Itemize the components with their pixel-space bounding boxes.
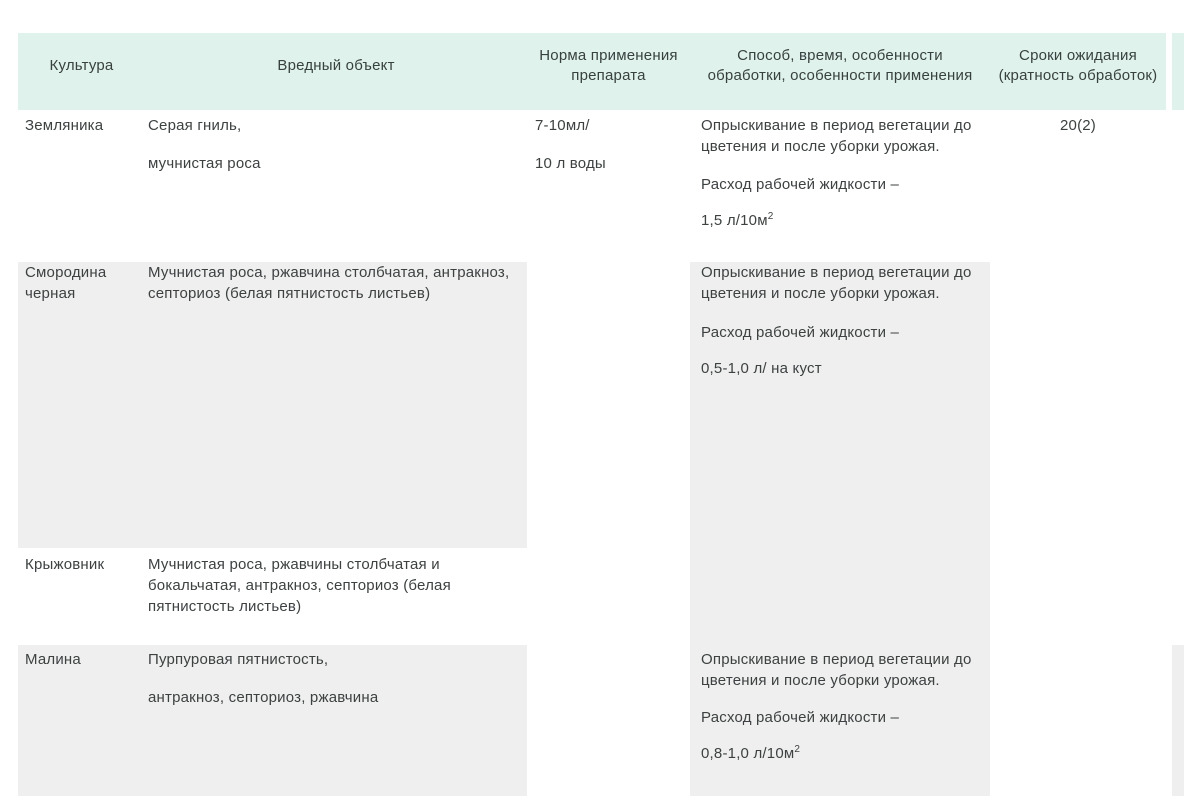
consumption-value: 1,5 л/10м — [701, 212, 768, 229]
cell-pests-line: Серая гниль, — [148, 117, 242, 134]
header-text: Норма применения — [539, 46, 678, 64]
row-stripe-currant — [18, 262, 527, 548]
consumption-superscript: 2 — [794, 744, 801, 755]
cell-method-line: Опрыскивание в период вегетации до — [701, 264, 972, 281]
cell-consumption — [701, 743, 800, 764]
cell-method-line: Расход рабочей жидкости – — [701, 709, 900, 726]
cell-method-line: Расход рабочей жидкости – — [701, 176, 900, 193]
header-cell-cutoff-fragment — [1172, 33, 1184, 110]
cell-pests-line: пятнистость листьев) — [148, 598, 302, 615]
cell-waiting-period: 20(2) — [1059, 117, 1097, 134]
cell-culture: Земляника — [25, 117, 104, 134]
header-text: Вредный объект — [277, 56, 395, 74]
cell-consumption: 0,5-1,0 л/ на куст — [701, 360, 822, 377]
header-text: Способ, время, особенности — [737, 46, 943, 64]
header-cell-pest — [145, 33, 527, 110]
cell-method-line: Расход рабочей жидкости – — [701, 324, 900, 341]
cell-culture-line: Смородина — [25, 264, 107, 281]
cell-culture: Крыжовник — [25, 556, 105, 573]
cell-pests-line: мучнистая роса — [148, 155, 261, 172]
cell-rate-line: 7-10мл/ — [535, 117, 590, 134]
cell-pests-line: Мучнистая роса, ржавчины столбчатая и — [148, 556, 440, 573]
header-cell-method — [690, 33, 990, 110]
cell-method-line: цветения и после уборки урожая. — [701, 138, 940, 155]
header-text: обработки, особенности применения — [707, 66, 973, 84]
header-cell-rate — [527, 33, 690, 110]
header-text: препарата — [571, 66, 646, 84]
cell-culture-line: черная — [25, 285, 76, 302]
cell-consumption — [701, 210, 774, 231]
header-cell-waiting — [990, 33, 1166, 110]
cell-rate-line: 10 л воды — [535, 155, 606, 172]
cell-pests-line: антракноз, септориоз, ржавчина — [148, 689, 379, 706]
cell-pests-line: Мучнистая роса, ржавчина столбчатая, антракноз, — [148, 264, 510, 281]
cell-culture: Малина — [25, 651, 81, 668]
cell-method-line: цветения и после уборки урожая. — [701, 672, 940, 689]
cell-pests-line: септориоз (белая пятнистость листьев) — [148, 285, 431, 302]
consumption-superscript: 2 — [767, 211, 774, 222]
cutoff-column-stripe — [1172, 645, 1184, 796]
cell-method-line: цветения и после уборки урожая. — [701, 285, 940, 302]
cell-pests-line: бокальчатая, антракноз, септориоз (белая — [148, 577, 451, 594]
cell-pests-line: Пурпуровая пятнистость, — [148, 651, 329, 668]
header-text: Сроки ожидания — [1019, 46, 1137, 64]
header-text: Культура — [49, 56, 114, 74]
consumption-value: 0,8-1,0 л/10м — [701, 745, 795, 762]
cell-method-line: Опрыскивание в период вегетации до — [701, 651, 972, 668]
cell-method-line: Опрыскивание в период вегетации до — [701, 117, 972, 134]
header-text: (кратность обработок) — [998, 66, 1158, 84]
header-cell-culture — [18, 33, 145, 110]
